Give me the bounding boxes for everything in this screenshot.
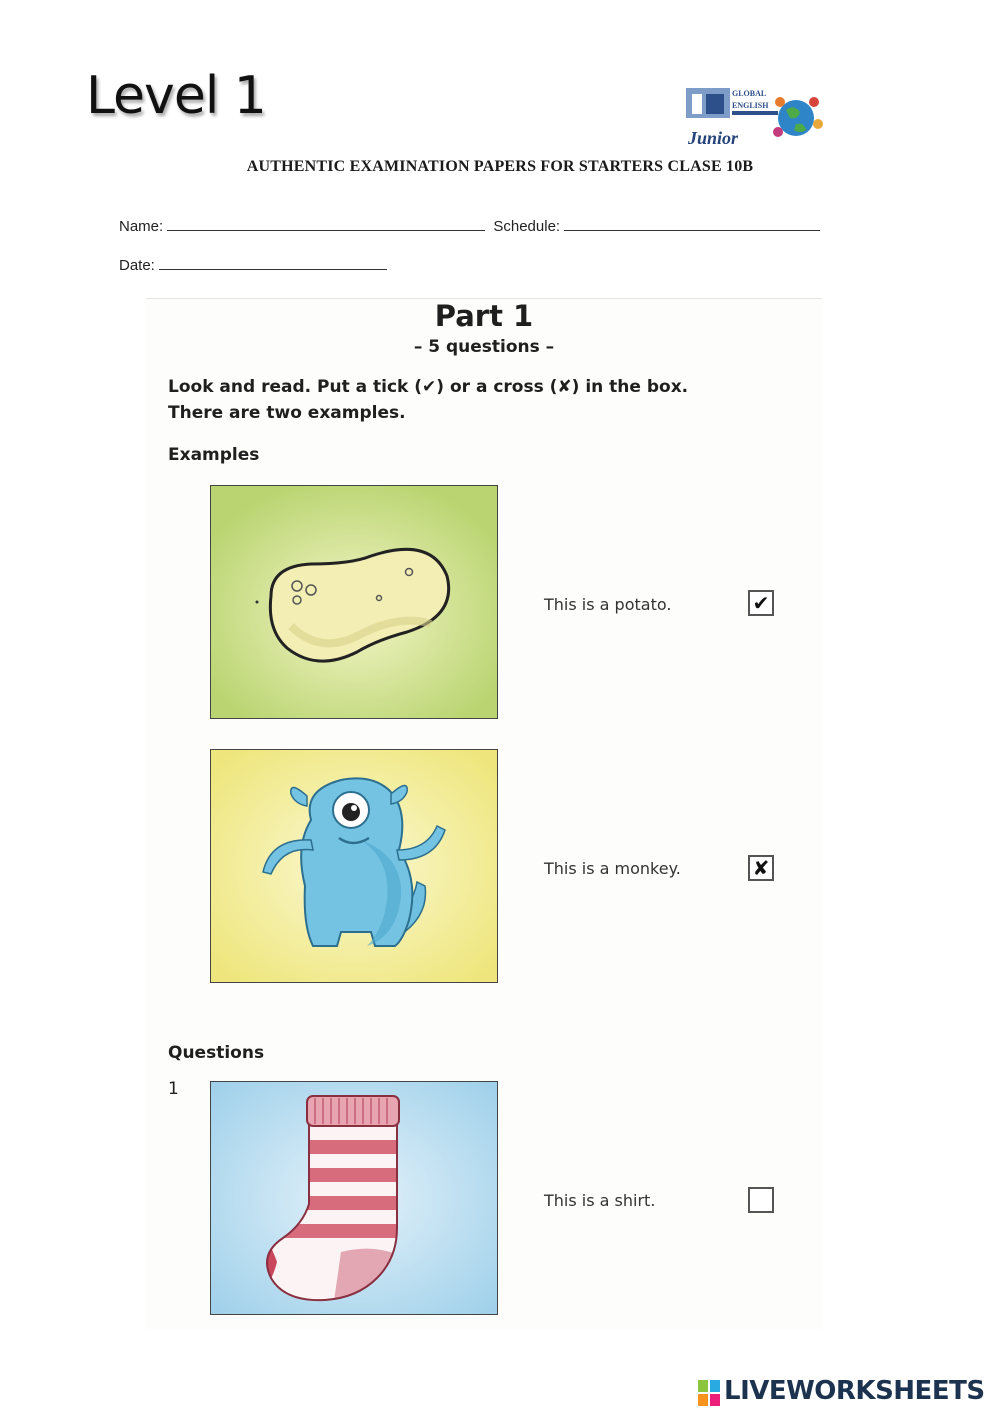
question-1-answer-box[interactable]	[748, 1187, 774, 1213]
example-2-answer-box[interactable]: ✘	[748, 855, 774, 881]
name-row	[119, 216, 820, 235]
liveworksheets-icon	[698, 1378, 722, 1408]
svg-text:Junior: Junior	[688, 128, 739, 148]
question-1-sentence: This is a shirt.	[544, 1191, 656, 1210]
date-label: Date:	[119, 257, 155, 274]
name-label: Name:	[119, 218, 164, 235]
exam-header-title: AUTHENTIC EXAMINATION PAPERS FOR STARTERS CLASE 10B	[246, 158, 754, 175]
svg-text:ENGLISH: ENGLISH	[732, 101, 769, 110]
name-field[interactable]	[167, 216, 485, 231]
exam-sheet	[146, 298, 822, 1329]
example-1-answer-box[interactable]: ✔	[748, 590, 774, 616]
part-title: Part 1	[434, 299, 534, 333]
liveworksheets-brand: LIVEWORKSHEETS	[724, 1376, 985, 1406]
schedule-label: Schedule:	[493, 218, 561, 235]
potato-picture	[210, 485, 498, 719]
monster-picture	[210, 749, 498, 983]
example-1-sentence: This is a potato.	[544, 595, 672, 614]
examples-heading: Examples	[168, 445, 260, 465]
svg-text:GLOBAL: GLOBAL	[732, 89, 767, 98]
instruction-line-1: Look and read. Put a tick (✔) or a cross (✘) in the box.	[168, 377, 689, 397]
instruction-line-2: There are two examples.	[168, 403, 406, 423]
questions-heading: Questions	[168, 1043, 265, 1063]
sock-picture	[210, 1081, 498, 1315]
level-title: Level 1	[86, 66, 266, 126]
question-1-number: 1	[168, 1079, 179, 1099]
date-field[interactable]	[159, 255, 387, 270]
date-row	[119, 255, 387, 274]
example-2-sentence: This is a monkey.	[544, 859, 681, 878]
part-subtitle: – 5 questions –	[413, 337, 555, 357]
global-english-junior-logo	[682, 80, 832, 152]
schedule-field[interactable]	[564, 216, 820, 231]
